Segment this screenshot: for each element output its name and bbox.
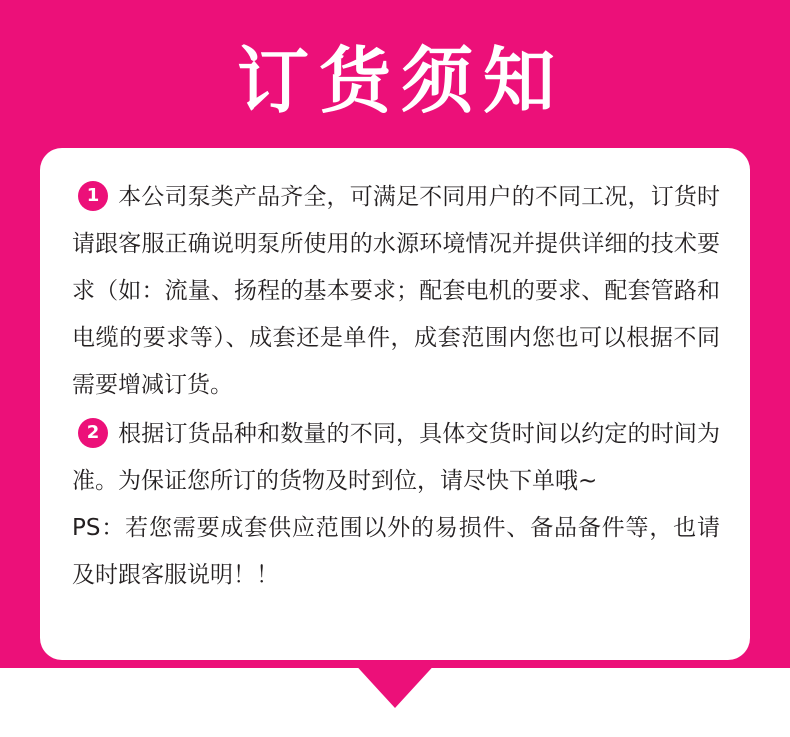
notice-item-1-text: 本公司泵类产品齐全，可满足不同用户的不同工况，订货时请跟客服正确说明泵所使用的水源环境情况并提供详细的技术要求（如：流量、扬程的基本要求；配套电机的要求、配套管路和电缆的要求等）、成套还是单件，成套范围内您也可以根据不同需要增减订货。 — [72, 184, 720, 398]
down-arrow-icon — [351, 660, 439, 708]
footer-arrow-area — [0, 660, 790, 737]
page-title: 订货须知 — [236, 39, 565, 123]
notice-item-1-number: 1 — [78, 181, 108, 211]
notice-card — [40, 148, 750, 660]
notice-item-2 — [72, 411, 720, 505]
notice-item-2-text: 根据订货品种和数量的不同，具体交货时间以约定的时间为准。为保证您所订的货物及时到位，请尽快下单哦~ — [72, 421, 720, 494]
notice-item-1 — [72, 174, 720, 409]
notice-ps: PS：若您需要成套供应范围以外的易损件、备品备件等，也请及时跟客服说明！！ — [72, 515, 720, 588]
notice-item-2-number: 2 — [78, 418, 108, 448]
